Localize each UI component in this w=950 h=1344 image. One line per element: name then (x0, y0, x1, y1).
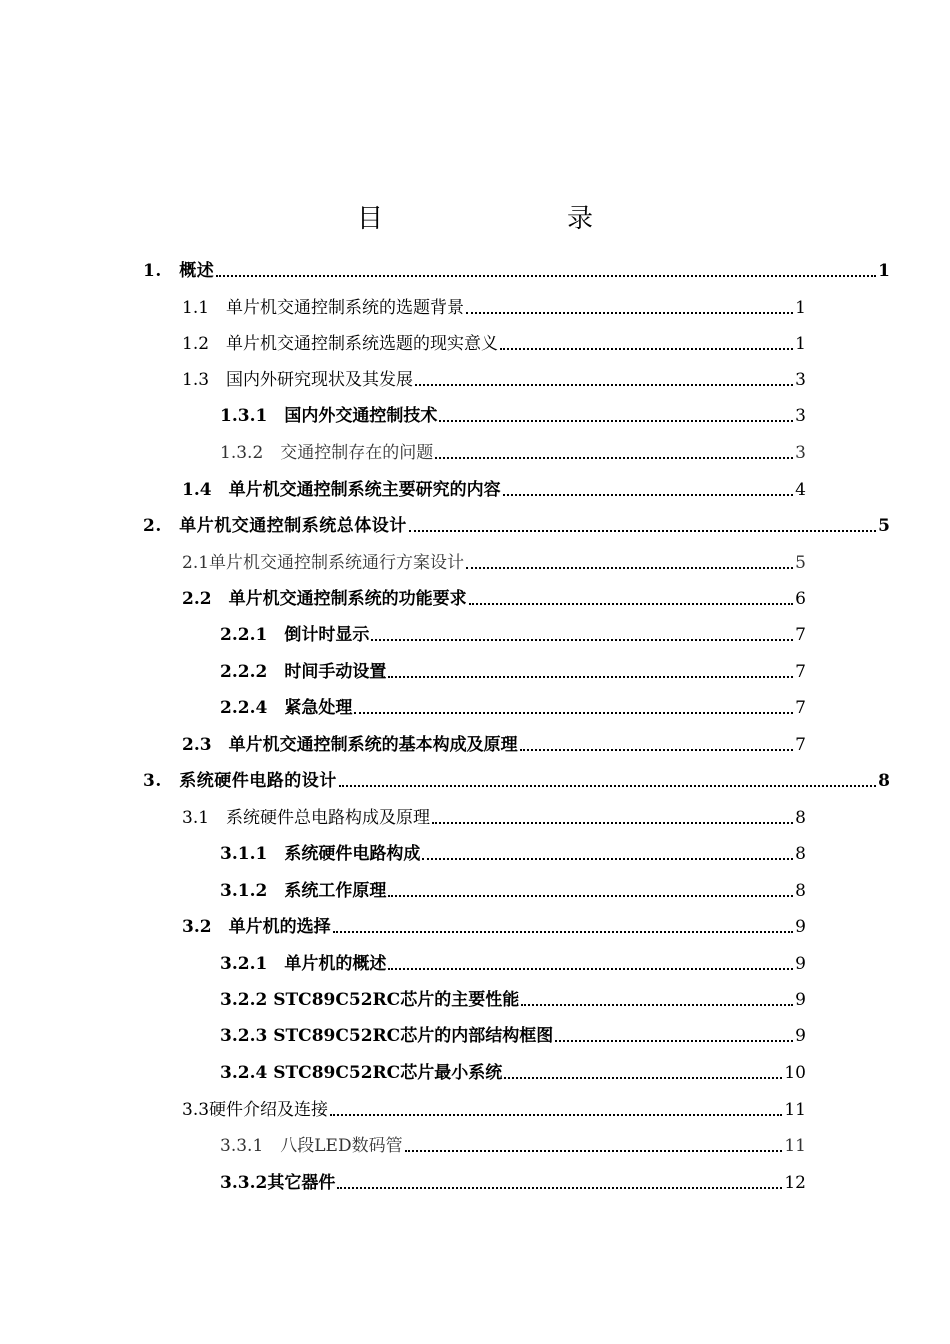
toc-title: 目 录 (356, 204, 637, 234)
toc-entry-label: 2.2.4 紧急处理 (220, 698, 353, 718)
toc-entry-page: 8 (795, 808, 806, 828)
dot-leader (500, 348, 793, 350)
toc-entry[interactable] (182, 910, 806, 938)
dot-leader (337, 1187, 782, 1189)
dot-leader (555, 1040, 793, 1042)
toc-entry-label: 1.3.1 国内外交通控制技术 (220, 406, 438, 426)
toc-entry-label: 3.3.2其它器件 (220, 1173, 336, 1193)
toc-entry-page: 7 (795, 698, 806, 718)
dot-leader (469, 603, 794, 605)
toc-entry-page: 1 (878, 261, 890, 281)
toc-entry-label: 3.1.1 系统硬件电路构成 (220, 844, 421, 864)
toc-entry-page: 11 (784, 1100, 806, 1120)
toc-entry-label: 3.1.2 系统工作原理 (220, 881, 387, 901)
dot-leader (439, 420, 793, 422)
toc-entry[interactable] (182, 582, 806, 610)
toc-entry-label: 3.3.1 八段LED数码管 (220, 1136, 403, 1156)
toc-entry-label: 1.3.2 交通控制存在的问题 (220, 443, 434, 463)
toc-entry-label: 3.2.2 STC89C52RC芯片的主要性能 (220, 990, 520, 1010)
toc-entry[interactable] (220, 436, 806, 464)
toc-entry[interactable] (182, 327, 806, 355)
toc-entry[interactable] (182, 291, 806, 319)
toc-entry-page: 12 (784, 1173, 806, 1193)
toc-entry-page: 9 (795, 1026, 806, 1046)
dot-leader (388, 968, 793, 970)
toc-entry-page: 1 (795, 334, 806, 354)
dot-leader (388, 676, 793, 678)
toc-entry-label: 3.2 单片机的选择 (182, 917, 331, 937)
toc-entry-label: 2.2.1 倒计时显示 (220, 625, 370, 645)
toc-entry-page: 5 (795, 553, 806, 573)
dot-leader (371, 639, 793, 641)
dot-leader (422, 858, 793, 860)
toc-entry[interactable] (220, 947, 806, 975)
toc-entry-page: 9 (795, 954, 806, 974)
toc-entry-label: 3.2.1 单片机的概述 (220, 954, 387, 974)
dot-leader (520, 749, 794, 751)
toc-entry[interactable] (220, 691, 806, 719)
dot-leader (333, 931, 794, 933)
toc-entry[interactable] (220, 837, 806, 865)
toc-entry-page: 3 (795, 406, 806, 426)
toc-entry[interactable] (220, 983, 806, 1011)
toc-entry-label: 1.3 国内外研究现状及其发展 (182, 370, 414, 390)
toc-entry[interactable] (220, 655, 806, 683)
toc-entry-label: 2.2.2 时间手动设置 (220, 662, 387, 682)
toc-entry-page: 1 (795, 298, 806, 318)
toc-entry-page: 8 (795, 844, 806, 864)
dot-leader (503, 494, 794, 496)
dot-leader (330, 1114, 782, 1116)
toc-entry-page: 8 (878, 771, 890, 791)
toc-entry-label: 1.2 单片机交通控制系统选题的现实意义 (182, 334, 499, 354)
dot-leader (432, 822, 793, 824)
dot-leader (339, 785, 876, 787)
toc-entry-label: 3.2.3 STC89C52RC芯片的内部结构框图 (220, 1026, 554, 1046)
toc-entry-label: 2.1单片机交通控制系统通行方案设计 (182, 553, 465, 573)
toc-entry[interactable] (182, 1093, 806, 1121)
toc-entry-page: 3 (795, 443, 806, 463)
dot-leader (521, 1004, 793, 1006)
toc-entry[interactable] (182, 363, 806, 391)
dot-leader (405, 1150, 783, 1152)
toc-entry-label: 2.2 单片机交通控制系统的功能要求 (182, 589, 467, 609)
dot-leader (435, 457, 793, 459)
toc-entry-label: 3.1 系统硬件总电路构成及原理 (182, 808, 431, 828)
toc-entry-page: 6 (795, 589, 806, 609)
toc-entry-page: 10 (784, 1063, 806, 1083)
toc-entry-label: 1.4 单片机交通控制系统主要研究的内容 (182, 480, 501, 500)
dot-leader (466, 312, 793, 314)
toc-entry-page: 7 (795, 662, 806, 682)
toc-entry[interactable] (220, 874, 806, 902)
toc-entry[interactable] (220, 399, 806, 427)
toc-entry-page: 4 (795, 480, 806, 500)
toc-entry-label: 3. 系统硬件电路的设计 (143, 771, 337, 791)
toc-entry-label: 2.3 单片机交通控制系统的基本构成及原理 (182, 735, 518, 755)
toc-entry[interactable] (182, 728, 806, 756)
toc-entry-label: 3.2.4 STC89C52RC芯片最小系统 (220, 1063, 503, 1083)
toc-entry-page: 5 (878, 516, 890, 536)
toc-entry[interactable] (182, 546, 806, 574)
toc-entry-page: 7 (795, 625, 806, 645)
toc-entry[interactable] (182, 801, 806, 829)
toc-entry-page: 3 (795, 370, 806, 390)
dot-leader (216, 275, 876, 277)
toc-entry-page: 9 (795, 990, 806, 1010)
dot-leader (354, 712, 793, 714)
toc-entry-label: 3.3硬件介绍及连接 (182, 1100, 329, 1120)
dot-leader (466, 567, 793, 569)
toc-entry[interactable] (220, 1129, 806, 1157)
toc-entry-page: 11 (784, 1136, 806, 1156)
dot-leader (504, 1077, 782, 1079)
toc-entry[interactable] (220, 1019, 806, 1047)
toc-entry[interactable] (220, 1166, 806, 1194)
toc-entry[interactable] (143, 254, 890, 282)
toc-entry[interactable] (143, 509, 890, 537)
toc-entry[interactable] (182, 473, 806, 501)
toc-entry[interactable] (220, 618, 806, 646)
dot-leader (415, 384, 793, 386)
toc-entry-page: 7 (795, 735, 806, 755)
toc-entry-page: 8 (795, 881, 806, 901)
toc-entry-label: 1.1 单片机交通控制系统的选题背景 (182, 298, 465, 318)
dot-leader (409, 530, 876, 532)
toc-entry-label: 1. 概述 (143, 261, 215, 281)
toc-entry[interactable] (143, 764, 890, 792)
toc-entry-label: 2. 单片机交通控制系统总体设计 (143, 516, 407, 536)
toc-entry[interactable] (220, 1056, 806, 1084)
toc-entry-page: 9 (795, 917, 806, 937)
dot-leader (388, 895, 793, 897)
